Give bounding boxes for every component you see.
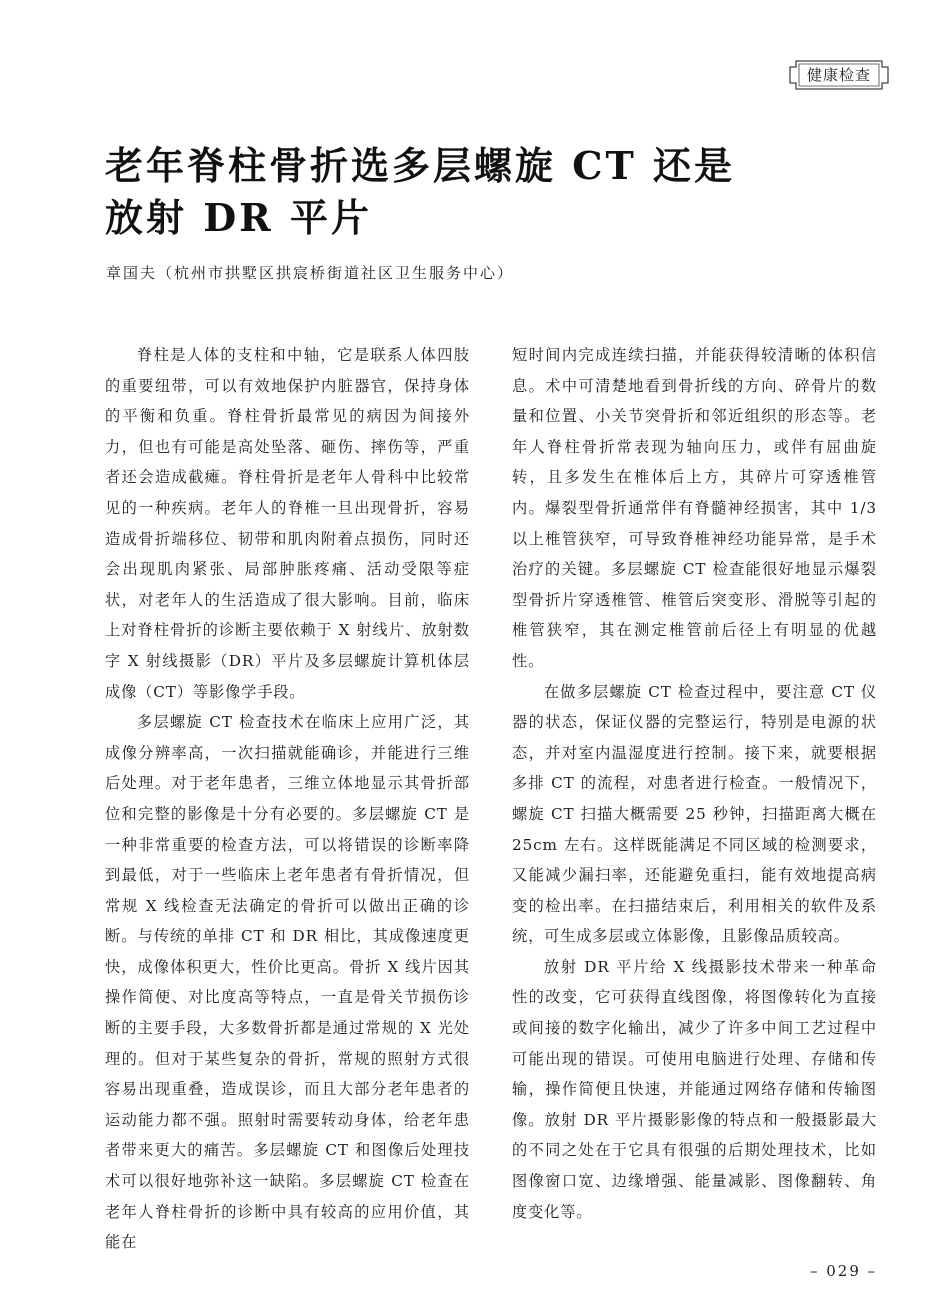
paragraph-continued: 短时间内完成连续扫描，并能获得较清晰的体积信息。术中可清楚地看到骨折线的方向、碎骨片的数量和位置、小关节突骨折和邻近组织的形态等。老年人脊柱骨折常表现为轴向压力，或伴有屈曲旋转，且多发生在椎体后上方，其碎片可穿透椎管内。爆裂型骨折通常伴有脊髓神经损害，其中 1/3 以上椎管狭窄，可导致脊椎神经功能异常，是手术治疗的关键。多层螺旋 CT 检查能很好地显示爆裂型骨折片穿透椎管、椎管后突变形、滑脱等引起的椎管狭窄，其在测定椎管前后径上有明显的优越性。 bbox=[512, 346, 877, 670]
page-number: – 029 – bbox=[810, 1262, 878, 1280]
paragraph: 在做多层螺旋 CT 检查过程中，要注意 CT 仪器的状态，保证仪器的完整运行，特别是电源的状态，并对室内温湿度进行控制。接下来，就要根据多排 CT 的流程，对患者进行检查。一般情况下，螺旋 CT 扫描大概需要 25 秒钟，扫描距离大概在 25cm 左右。这样既能满足不同区域的检测要求，又能减少漏扫率，还能避免重扫，能有效地提高病变的检出率。在扫描结束后，利用相关的软件及系统，可生成多层或立体影像，且影像品质较高。 bbox=[512, 682, 877, 946]
paragraph: 脊柱是人体的支柱和中轴，它是联系人体四肢的重要纽带，可以有效地保护内脏器官，保持身体的平衡和负重。脊柱骨折最常见的病因为间接外力，但也有可能是高处坠落、砸伤、摔伤等，严重者还会造成截瘫。脊柱骨折是老年人骨科中比较常见的一种疾病。老年人的脊椎一旦出现骨折，容易造成骨折端移位、韧带和肌肉附着点损伤，同时还会出现肌肉紧张、局部肿胀疼痛、活动受限等症状，对老年人的生活造成了很大影响。目前，临床上对脊柱骨折的诊断主要依赖于 X 射线片、放射数字 X 射线摄影（DR）平片及多层螺旋计算机体层成像（CT）等影像学手段。 bbox=[105, 346, 470, 701]
author-line: 章国夫（杭州市拱墅区拱宸桥街道社区卫生服务中心） bbox=[106, 264, 515, 282]
section-badge-label: 健康检查 bbox=[806, 66, 871, 84]
title-line-1: 老年脊柱骨折选多层螺旋 CT 还是 bbox=[105, 143, 735, 188]
paragraph: 多层螺旋 CT 检查技术在临床上应用广泛，其成像分辨率高，一次扫描就能确诊，并能进行三维后处理。对于老年患者，三维立体地显示其骨折部位和完整的影像是十分有必要的。多层螺旋 CT 是一种非常重要的检查方法，可以将错误的诊断率降到最低，对于一些临床上老年患者有骨折情况，但常规 X 线检查无法确定的骨折可以做出正确的诊断。与传统的单排 CT 和 DR 相比，其成像速度更快，成像体积更大，性价比更高。骨折 X 线片因其操作简便、对比度高等特点，一直是骨关节损伤诊断的主要手段，大多数骨折都是通过常规的 X 光处理的。但对于某些复杂的骨折，常规的照射方式很容易出现重叠，造成误诊，而且大部分老年患者的运动能力都不强。照射时需要转动身体，给老年患者带来更大的痛苦。多层螺旋 CT 和图像后处理技术可以很好地弥补这一缺陷。多层螺旋 CT 检查在老年人脊柱骨折的诊断中具有较高的应用价值，其能在 bbox=[105, 713, 470, 1252]
article-title bbox=[105, 140, 865, 244]
title-line-2: 放射 DR 平片 bbox=[105, 195, 372, 240]
left-column bbox=[105, 340, 470, 1258]
paragraph: 放射 DR 平片给 X 线摄影技术带来一种革命性的改变，它可获得直线图像，将图像转化为直接或间接的数字化输出，减少了许多中间工艺过程中可能出现的错误。可使用电脑进行处理、存储和传输，操作简便且快速，并能通过网络存储和传输图像。放射 DR 平片摄影影像的特点和一般摄影最大的不同之处在于它具有很强的后期处理技术，比如图像窗口宽、边缘增强、能量减影、图像翻转、角度变化等。 bbox=[512, 957, 877, 1221]
right-column bbox=[512, 340, 877, 1227]
section-badge bbox=[788, 57, 890, 93]
